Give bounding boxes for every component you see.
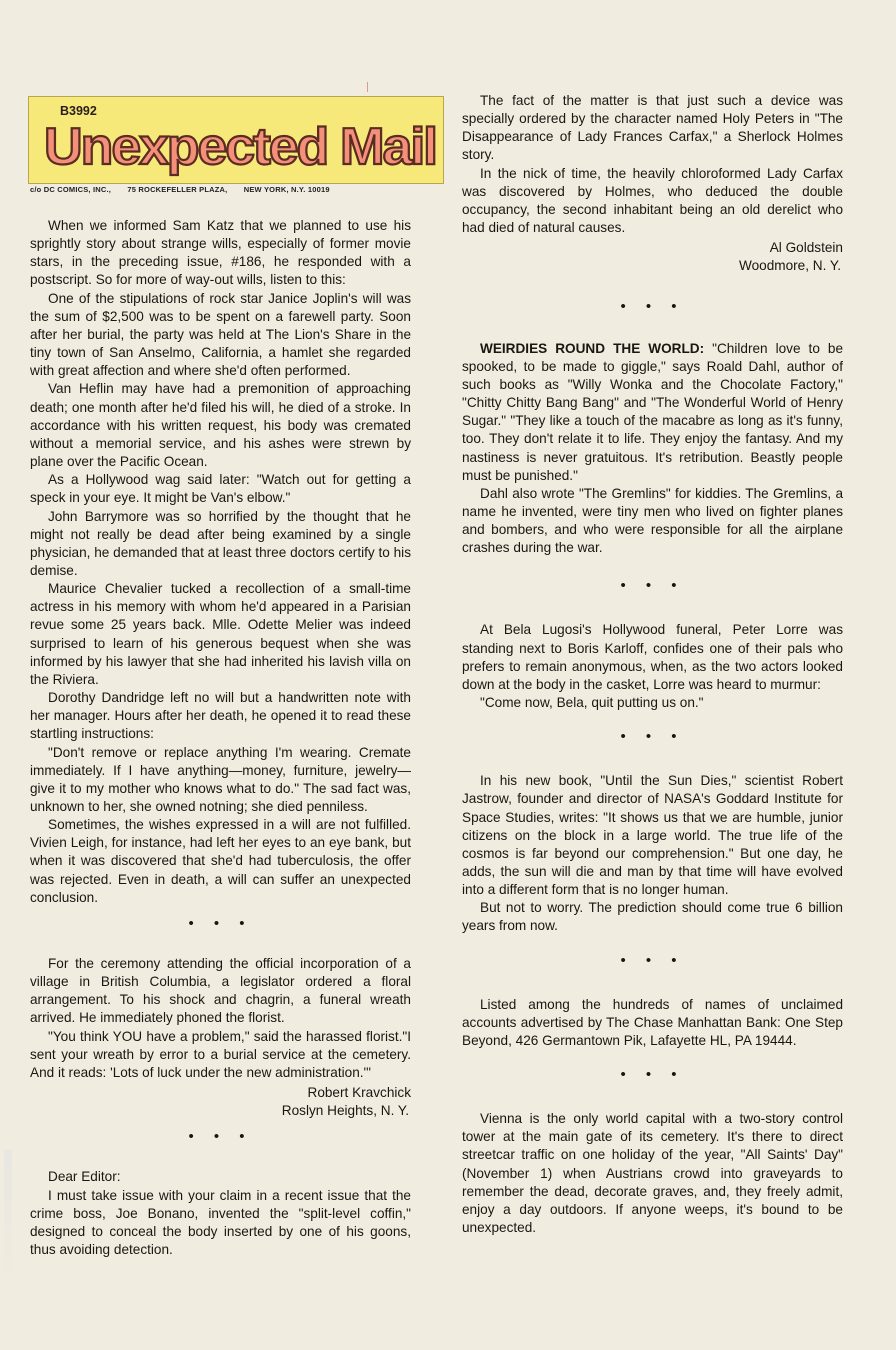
paragraph: Listed among the hundreds of names of unclaimed accounts advertised by The Chase Manhattan Bank: One Step Beyond, 426 Germantown Pik, Lafayette HL, PA 19444. — [462, 996, 843, 1048]
signature-name: Al Goldstein — [769, 240, 843, 256]
paragraph: For the ceremony attending the official incorporation of a village in British Columbia, a legislator ordered a floral arrangement. To his shock and chagrin, a funeral wreath arrived. He immediately phoned the florist. — [30, 955, 411, 1026]
paragraph: Dorothy Dandridge left no will but a handwritten note with her manager. Hours after her death, he opened it to read these startling instructions: — [30, 690, 411, 742]
paragraph: The fact of the matter is that just such a device was specially ordered by the character named Holy Peters in "The Disappearance of Lady Frances Carfax," a Sherlock Holmes story. — [462, 93, 843, 163]
paragraph: One of the stipulations of rock star Janice Joplin's will was the sum of $2,500 was to be spent on a farewell party. Soon after her burial, the party was held at The Lion's Share in the tiny town of San Anselmo, California, a hamlet she regarded with great affection and where she'd often performed. — [30, 290, 411, 379]
section-divider: • • • — [620, 728, 685, 746]
paragraph: At Bela Lugosi's Hollywood funeral, Peter Lorre was standing next to Boris Karloff, confides one of their pals who prefers to remain anonymous, when, as the two actors looked down at the body in the casket, Lorre was heard to murmur: — [462, 622, 843, 692]
paragraph: When we informed Sam Katz that we planned to use his sprightly story about strange wills, especially of former movie stars, in the preceding issue, #186, he responded with a postscript. So for more of way-out wills, listen to this: — [30, 218, 411, 288]
signature-name: Robert Kravchick — [307, 1085, 411, 1101]
paragraph: "Come now, Bela, quit putting us on." — [480, 695, 704, 711]
paragraph-text: "Children love to be spooked, to be made to giggle," says Roald Dahl, author of such books as "Willy Wonka and the Chocolate Factory," "Chitty Chitty Bang Bang" and "The Wonderful World of Henry Sugar." "They like a touch of the macabre as long as it's funny, too. They don't relate it to life. They enjoy the fantasy. And my nastiness is never gratuitous. It's retribution. Beastly people must be punished." — [462, 340, 844, 483]
paragraph: In the nick of time, the heavily chloroformed Lady Carfax was discovered by Holmes, who deduced the double occupancy, the second inhabitant being an old derelict who had died of natural causes. — [462, 165, 843, 236]
section-divider: • • • — [188, 1128, 253, 1146]
signature-place: Woodmore, N. Y. — [738, 258, 841, 274]
paragraph: In his new book, "Until the Sun Dies," scientist Robert Jastrow, founder and director of NASA's Goddard Institute for Space Studies, writes: "It shows us that we are humble, junior citizens on the block in a large world. The true life of the cosmos is far beyond our comprehension." But one day, he adds, the sun will die and man by that time will have evolved into a different form that is no longer human. — [462, 773, 843, 898]
unexpected-mail-logo — [40, 104, 440, 178]
credit-publisher: c/o DC COMICS, INC., — [30, 185, 112, 194]
paragraph: "You think YOU have a problem," said the harassed florist."I sent your wreath by error to a burial service at the cemetery. And it reads: 'Lots of luck under the new administration.'" — [30, 1028, 411, 1080]
section-divider: • • • — [620, 577, 685, 595]
paragraph: Vienna is the only world capital with a two-story control tower at the main gate of its cemetery. It's there to direct streetcar traffic on one holiday of the year, "All Saints' Day" (November 1) when Austrians crowd into graveyards to remember the dead, decorate graves, and, they freely admit, enjoy a day outdoors. If anyone weeps, it's bound to be unexpected. — [462, 1111, 843, 1236]
right-column — [462, 92, 843, 1237]
paragraph: Dahl also wrote "The Gremlins" for kiddies. The Gremlins, a name he invented, were tiny men who lived on fighter planes and bombers, and who were responsible for all the airplane crashes during the war. — [462, 485, 843, 556]
issue-code: B3992 — [60, 104, 97, 118]
signature-block — [30, 1084, 411, 1120]
paragraph: I must take issue with your claim in a recent issue that the crime boss, Joe Bonano, invented the "split-level coffin," designed to conceal the body inserted by one of his goons, thus avoiding detection. — [30, 1187, 411, 1257]
printer-mark — [367, 82, 368, 92]
section-divider: • • • — [188, 914, 253, 932]
paragraph: "Don't remove or replace anything I'm wearing. Cremate immediately. If I have anything—money, furniture, jewelry—give it to my mother who knows what to do." The sad fact was, unknown to her, she owned notning; she died penniless. — [30, 744, 411, 814]
paragraph: Van Heflin may have had a premonition of approaching death; one month after he'd filed his will, he died of a stroke. In accordance with his written request, his body was cremated without a memorial service, and his ashes were strewn by plane over the Pacific Ocean. — [30, 381, 411, 470]
credit-address: 75 ROCKEFELLER PLAZA, — [127, 185, 228, 194]
publisher-credit — [30, 185, 450, 194]
section-divider: • • • — [620, 1066, 685, 1084]
credit-city: NEW YORK, N.Y. 10019 — [243, 185, 330, 194]
logo-title: Unexpected Mail — [44, 118, 436, 176]
paragraph — [462, 340, 843, 485]
page-edge-stain — [4, 1150, 12, 1290]
section-divider: • • • — [620, 297, 685, 315]
salutation: Dear Editor: — [48, 1169, 121, 1185]
signature-place: Roslyn Heights, N. Y. — [281, 1103, 409, 1119]
section-divider: • • • — [620, 951, 685, 969]
paragraph: But not to worry. The prediction should come true 6 billion years from now. — [462, 900, 843, 934]
left-column — [30, 217, 411, 1259]
paragraph: Sometimes, the wishes expressed in a will are not fulfilled. Vivien Leigh, for instance, had left her eyes to an eye bank, but when it was discovered that she'd had tuberculosis, the offer was rejected. Even in death, a will can suffer an unexpected conclusion. — [30, 817, 411, 905]
section-kicker: WEIRDIES ROUND THE WORLD: — [480, 340, 705, 356]
paragraph: As a Hollywood wag said later: "Watch out for getting a speck in your eye. It might be Van's elbow." — [30, 472, 411, 506]
paragraph: John Barrymore was so horrified by the thought that he might not really be dead after being examined by a single physician, he demanded that at least three doctors certify to his demise. — [30, 508, 411, 578]
paragraph: Maurice Chevalier tucked a recollection of a small-time actress in his memory with whom he'd appeared in a Parisian revue some 25 years back. Mlle. Odette Melier was indeed surprised to learn of his generous bequest when she was informed by his lawyer that she had inherited his lavish villa on the Riviera. — [30, 581, 411, 687]
signature-block — [462, 239, 843, 275]
